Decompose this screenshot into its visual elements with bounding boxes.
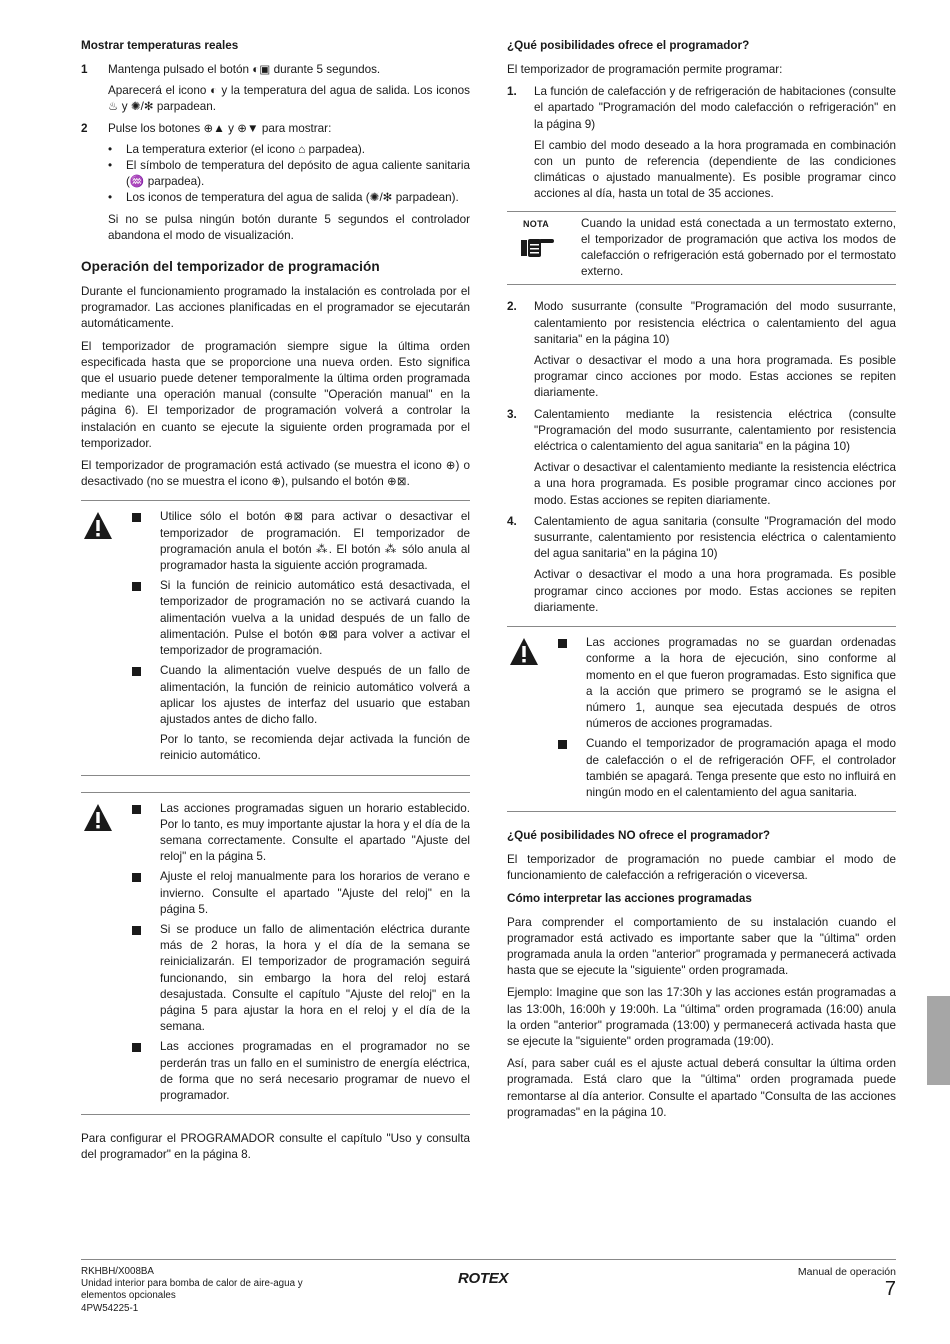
section-heading-timer: Operación del temporizador de programación	[81, 259, 380, 275]
item-text: Calentamiento de agua sanitaria (consulte "Programación del modo susurrante, calentamiento por resistencia eléctrica o calentamiento del agua sanitaria" en la página 10)	[534, 514, 896, 561]
note-text: Cuando la unidad está conectada a un termostato externo, el temporizador de programación que activa los modos de calefacción o refrigeración está gobernado por el termostato externo.	[581, 216, 896, 279]
question-title-possibilities: ¿Qué posibilidades ofrece el programador?	[507, 39, 750, 52]
paragraph: Ejemplo: Imagine que son las 17:30h y las acciones están programadas a las 13:00h, 16:00h y 19:00h. La "última" orden programada (16:00) anula la orden "anterior" programada (13:00) y permanecerá activada hasta que se ejecute la "siguiente" orden programada (19:00).	[507, 986, 896, 1048]
item-subtext: Activar o desactivar el calentamiento mediante la resistencia eléctrica a una hora programada. Es posible programar cinco acciones por modo. Estas acciones se repiten diariamente.	[534, 461, 896, 507]
numbered-item-3	[507, 407, 896, 509]
paragraph: El temporizador de programación no puede cambiar el modo de funcionamiento de calefacción a refrigeración o viceversa.	[507, 853, 896, 883]
paragraph: El temporizador de programación permite programar:	[507, 63, 783, 76]
step-2	[81, 121, 470, 244]
warning-item: Las acciones programadas siguen un horario establecido. Por lo tanto, es muy importante ajustar la hora y el día de la semana correctamente. Consulte el apartado "Ajuste del reloj" en la página 5.	[160, 801, 470, 866]
step-text: Aparecerá el icono ◐ y la temperatura del agua de salida. Los iconos ♨ y ✺/✻ parpadean.	[108, 84, 470, 114]
step-1	[81, 62, 470, 116]
warning-item: Cuando el temporizador de programación apaga el modo de calefacción o el de refrigeración OFF, el controlador también se apagará. Tenga presente que esto no influirá en ningún modo en el calentamiento del agua sanitaria.	[586, 736, 896, 801]
list-item: • El símbolo de temperatura del depósito de agua caliente sanitaria (♒ parpadea).	[108, 158, 470, 190]
item-number: 1.	[507, 85, 517, 99]
item-number: 2.	[507, 300, 517, 314]
paragraph: El temporizador de programación está activado (se muestra el icono ⊕) o desactivado (no se muestra el icono ⊕), pulsando el botón ⊕⊠.	[81, 459, 470, 489]
warning-triangle-icon	[83, 803, 113, 833]
note-box	[507, 211, 896, 286]
step-number: 2	[81, 121, 88, 135]
list-item: • La temperatura exterior (el icono ⌂ parpadea).	[108, 142, 470, 158]
paragraph: Para comprender el comportamiento de su instalación cuando el programador está activado es importante saber que la "última" orden programada anula la orden "anterior" programada y permanecerá activada hasta que se ejecute la "siguiente" orden programada.	[507, 915, 896, 978]
note-label: NOTA	[523, 218, 550, 229]
page-footer	[81, 1259, 896, 1314]
left-column	[81, 38, 470, 1170]
warning-box-3	[507, 626, 896, 812]
warning-item: Cuando la alimentación vuelve después de un fallo de alimentación, la función de reinicio automático volverá a aplicar los ajustes de interfaz del usuario que estaban ajustados antes de dicho fallo.	[160, 663, 470, 728]
item-text: Calentamiento mediante la resistencia eléctrica (consulte "Programación del modo susurrante, calentamiento por resistencia eléctrica o calentamiento del agua sanitaria" en la página 10)	[534, 407, 896, 454]
warning-box-2	[81, 792, 470, 1116]
right-column	[507, 38, 896, 1127]
numbered-item-1	[507, 84, 896, 202]
part-number: 4PW54225-1	[81, 1302, 139, 1314]
item-subtext: Activar o desactivar el modo a una hora programada. Es posible programar cinco acciones por modo. Estas acciones se repiten diariamente.	[534, 568, 896, 614]
item-number: 3.	[507, 407, 517, 421]
step-number: 1	[81, 63, 88, 76]
item-subtext: Activar o desactivar el modo a una hora programada. Es posible programar cinco acciones por modo. Estas acciones se repiten diariamente.	[534, 354, 896, 400]
warning-item: Las acciones programadas en el programador no se perderán tras un fallo en el suministro de energía eléctrica, de forma que no será necesario programar de nuevo el programador.	[160, 1039, 470, 1104]
doc-description: Unidad interior para bomba de calor de aire-agua y	[81, 1278, 303, 1290]
subsection-title-interpret: Cómo interpretar las acciones programadas	[507, 891, 752, 905]
item-number: 4.	[507, 514, 517, 528]
brand-logo: ROTEX	[458, 1270, 509, 1287]
doc-code: RKHBH/X008BA	[81, 1266, 154, 1277]
warning-list	[81, 509, 470, 764]
item-subtext: El cambio del modo deseado a la hora programada en combinación con un punto de referencia (dependiente de las condiciones climáticas o ajustado manualmente). Es posible programar cinco acciones al día, hasta un total de 35 acciones.	[534, 138, 896, 201]
paragraph: Así, para saber cuál es el ajuste actual deberá consultar la última orden programada. Está claro que la "última" orden programada puede remontarse al día anterior. Consulte el apartado "Consulta de las acciones programadas" en la página 10.	[507, 1057, 896, 1119]
numbered-item-4	[507, 514, 896, 616]
warning-list	[81, 801, 470, 1105]
numbered-item-2	[507, 299, 896, 401]
item-text: La función de calefacción y de refrigeración de habitaciones (consulte el apartado "Programación del modo calefacción o refrigeración" en la página 9)	[534, 85, 896, 131]
warning-item: Utilice sólo el botón ⊕⊠ para activar o desactivar el temporizador de programación. El temporizador de programación anula el botón ⁂. El botón ⁂ sólo anula al programador hasta la siguiente acción programada.	[160, 509, 470, 574]
warning-triangle-icon	[83, 511, 113, 541]
item-text: Modo susurrante (consulte "Programación del modo susurrante, calentamiento por resistencia eléctrica o calentamiento del agua sanitaria" en la página 10)	[534, 300, 896, 346]
pointing-hand-icon	[521, 236, 555, 258]
paragraph: Para configurar el PROGRAMADOR consulte el capítulo "Uso y consulta del programador" en la página 8.	[81, 1132, 470, 1162]
manual-title: Manual de operación	[797, 1266, 896, 1278]
list-item: • Los iconos de temperatura del agua de salida (✺/✻ parpadean).	[108, 190, 470, 206]
warning-item: Las acciones programadas no se guardan ordenadas conforme a la hora de ejecución, sino conforme al momento en el que fueron programadas. Esto significa que a la acción que primero se programó se le asigna el número 1, aunque sea ejecutada después de otros números de acciones programadas.	[586, 635, 896, 732]
step-text: Pulse los botones ⊕▲ y ⊕▼ para mostrar:	[108, 121, 332, 135]
section-title-show-temps: Mostrar temperaturas reales	[81, 39, 239, 52]
warning-list	[507, 635, 896, 801]
warning-item-continuation: Por lo tanto, se recomienda dejar activada la función de reinicio automático.	[160, 733, 470, 763]
bullet-list	[108, 142, 470, 207]
step-text: Mantenga pulsado el botón ◐▣ durante 5 segundos.	[108, 63, 381, 76]
footer-doc-info	[81, 1266, 303, 1315]
warning-item: Si se produce un fallo de alimentación eléctrica durante más de 2 horas, la hora y el día de la semana se reinicializarán. El temporizador de programación seguirá funcionando, sin embargo la hora del reloj estará desajustada. Consulte el capítulo "Ajuste del reloj" en la página 5 para ajustar la hora en el reloj y el día de la semana.	[160, 922, 470, 1035]
warning-triangle-icon	[509, 637, 539, 667]
question-title-not-possible: ¿Qué posibilidades NO ofrece el programador?	[507, 829, 771, 843]
warning-item: Ajuste el reloj manualmente para los horarios de verano e invierno. Consulte el apartado "Ajuste del reloj" en la página 5.	[160, 869, 470, 918]
doc-description: elementos opcionales	[81, 1290, 176, 1302]
paragraph: Durante el funcionamiento programado la instalación es controlada por el programador. Las acciones planificadas en el programador se ejecutarán automáticamente.	[81, 285, 470, 331]
paragraph: El temporizador de programación siempre sigue la última orden especificada hasta que se proporcione una nueva orden. Esto significa que el usuario puede detener temporalmente la última orden programada mediante una operación manual (consulte "Operación manual" en la página 6). El temporizador de programación volverá a controlar la instalación en cuanto se ejecute la siguiente orden programada por el temporizador.	[81, 339, 470, 450]
warning-box-1	[81, 500, 470, 775]
chapter-tab-marker	[927, 996, 950, 1085]
warning-item: Si la función de reinicio automático está desactivada, el temporizador de programación no se activará cuando la alimentación vuelva a la unidad después de un fallo de alimentación. Pulse el botón ⊕⊠ para volver a activar el temporizador de programación.	[160, 578, 470, 659]
step-text: Si no se pulsa ningún botón durante 5 segundos el controlador abandona el modo de visualización.	[108, 212, 470, 242]
page-number: 7	[884, 1278, 896, 1300]
